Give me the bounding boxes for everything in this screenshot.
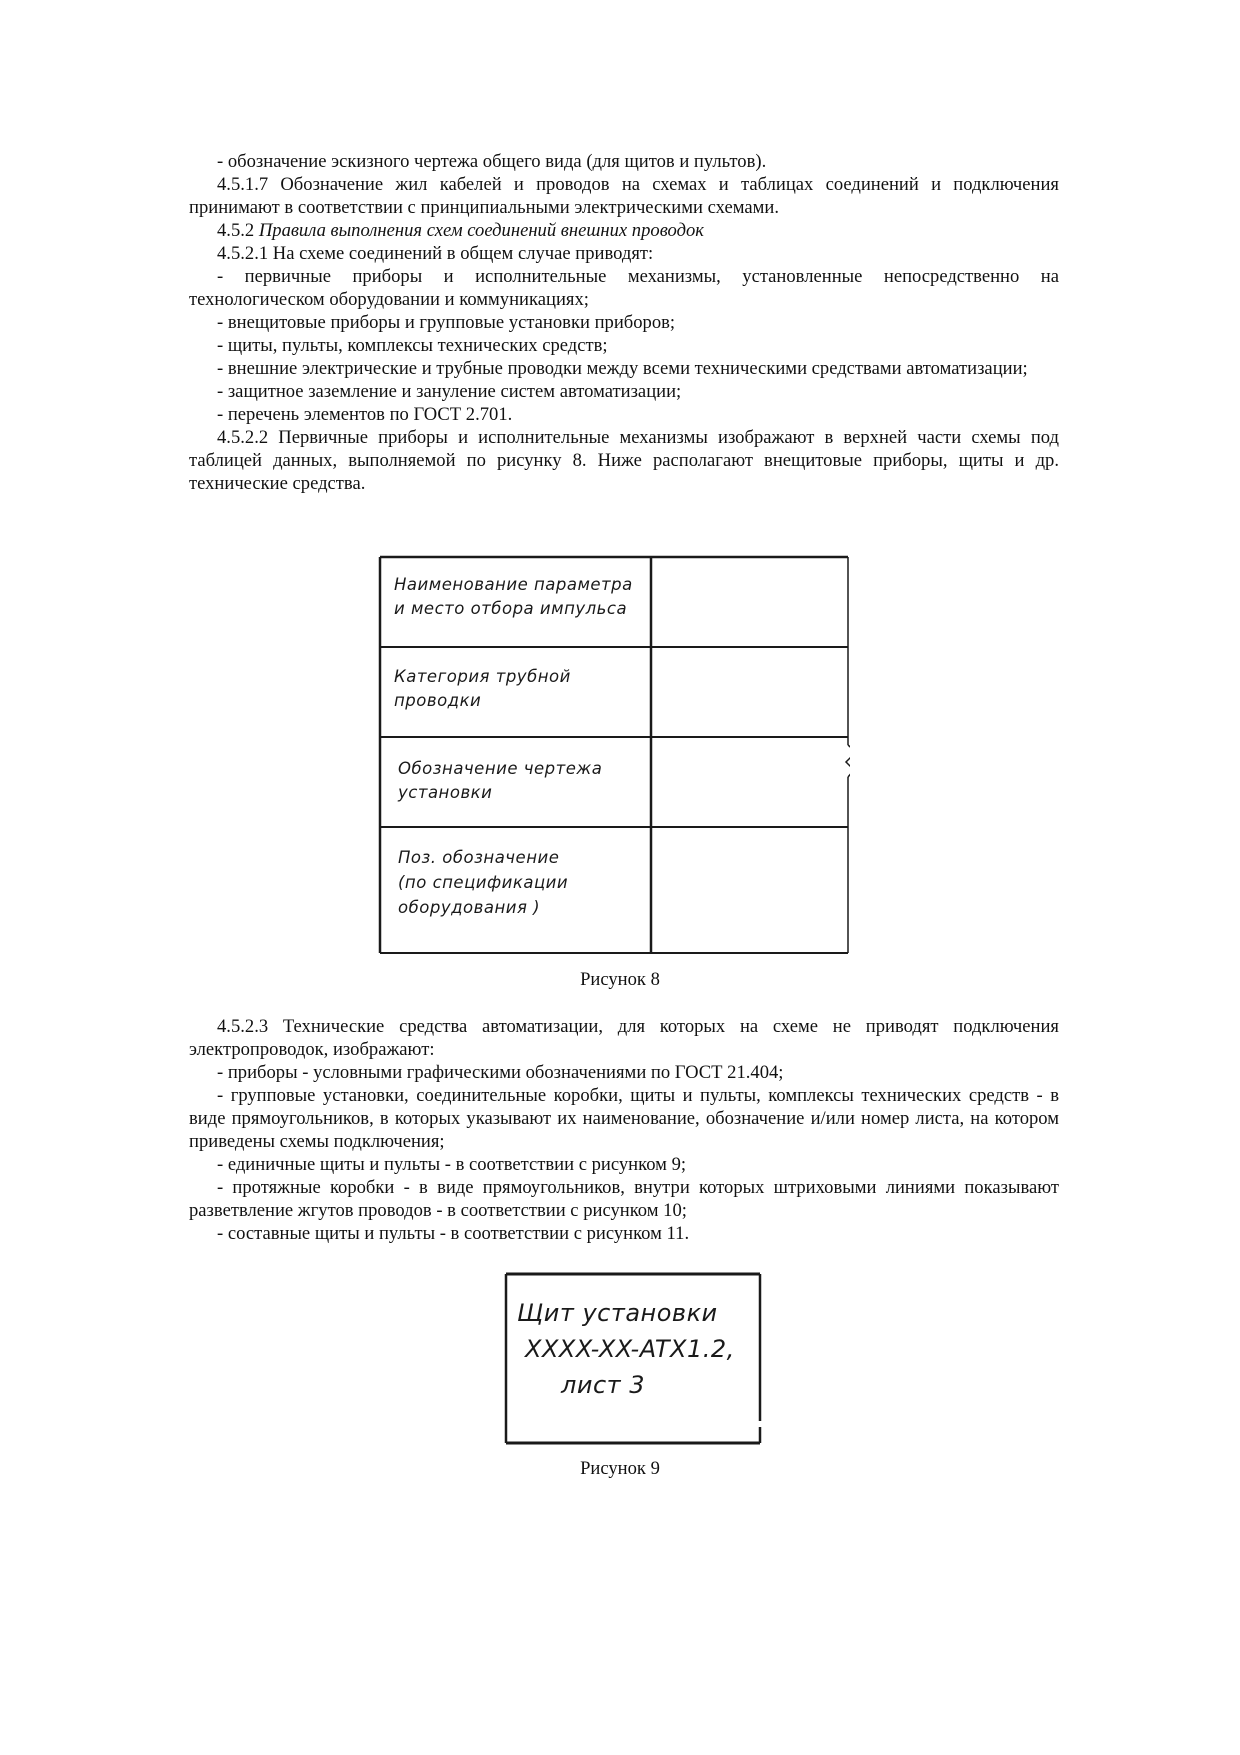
text-block-bottom: [189, 1015, 1059, 1245]
figure-9-caption: Рисунок 9: [580, 1458, 660, 1479]
table-row-label: [398, 757, 602, 805]
section-title: Правила выполнения схем соединений внешних проводок: [258, 220, 704, 241]
row-label-line: оборудования ): [398, 898, 541, 917]
figure-8-caption: Рисунок 8: [580, 969, 660, 990]
paragraph: - первичные приборы и исполнительные механизмы, установленные непосредственно на технологическом оборудовании и коммуникациях;: [189, 266, 1059, 310]
figure-8-data-table: [378, 555, 850, 955]
section-number: 4.5.2: [217, 220, 255, 241]
paragraph: - приборы - условными графическими обозначениями по ГОСТ 21.404;: [217, 1062, 784, 1083]
table-row-label: [398, 845, 568, 920]
paragraph: 4.5.1.7 Обозначение жил кабелей и проводов на схемах и таблицах соединений и подключения принимают в соответствии с принципиальными электрическими схемами.: [189, 174, 1059, 218]
paragraph: 4.5.2.2 Первичные приборы и исполнительные механизмы изображают в верхней части схемы под таблицей данных, выполняемой по рисунку 8. Ниже располагают внещитовые приборы, щиты и др. технические средства.: [189, 427, 1059, 494]
table-row-label: [394, 573, 633, 621]
row-label-line: Наименование параметра: [394, 575, 633, 594]
paragraph: - обозначение эскизного чертежа общего вида (для щитов и пультов).: [217, 151, 767, 172]
paragraph: - внещитовые приборы и групповые установки приборов;: [217, 312, 676, 333]
text-block-top: [189, 150, 1059, 495]
section-heading: [189, 219, 1059, 242]
panel-name: Щит установки: [517, 1299, 718, 1327]
paragraph: - внешние электрические и трубные проводки между всеми техническими средствами автоматизации;: [217, 358, 1028, 379]
row-label-line: (по спецификации: [398, 873, 569, 892]
paragraph: - протяжные коробки - в виде прямоугольников, внутри которых штриховыми линиями показывают разветвление жгутов проводов - в соответствии с рисунком 10;: [189, 1177, 1059, 1221]
row-label-line: Обозначение чертежа: [398, 759, 603, 778]
table-row-label: [394, 665, 571, 713]
panel-designation: XXXX-XX-ATX1.2,: [525, 1335, 735, 1363]
paragraph: - щиты, пульты, комплексы технических средств;: [217, 335, 608, 356]
row-label-line: и место отбора импульса: [394, 599, 628, 618]
row-label-line: установки: [398, 783, 493, 802]
paragraph: - защитное заземление и зануление систем автоматизации;: [217, 381, 682, 402]
paragraph: - групповые установки, соединительные коробки, щиты и пульты, комплексы технических средств - в виде прямоугольников, в которых указывают их наименование, обозначение и/или номер листа, на котором приведены схемы подключения;: [189, 1085, 1059, 1152]
paragraph: - составные щиты и пульты - в соответствии с рисунком 11.: [217, 1223, 690, 1244]
row-label-line: Поз. обозначение: [398, 848, 560, 867]
row-label-line: проводки: [394, 691, 482, 710]
panel-sheet: лист 3: [561, 1371, 646, 1399]
figure-9-panel-box: [503, 1271, 763, 1447]
paragraph: - перечень элементов по ГОСТ 2.701.: [217, 404, 513, 425]
row-label-line: Категория трубной: [394, 667, 571, 686]
paragraph: 4.5.2.3 Технические средства автоматизации, для которых на схеме не приводят подключения электропроводок, изображают:: [189, 1016, 1059, 1060]
paragraph: - единичные щиты и пульты - в соответствии с рисунком 9;: [217, 1154, 687, 1175]
paragraph: 4.5.2.1 На схеме соединений в общем случае приводят:: [217, 243, 654, 264]
